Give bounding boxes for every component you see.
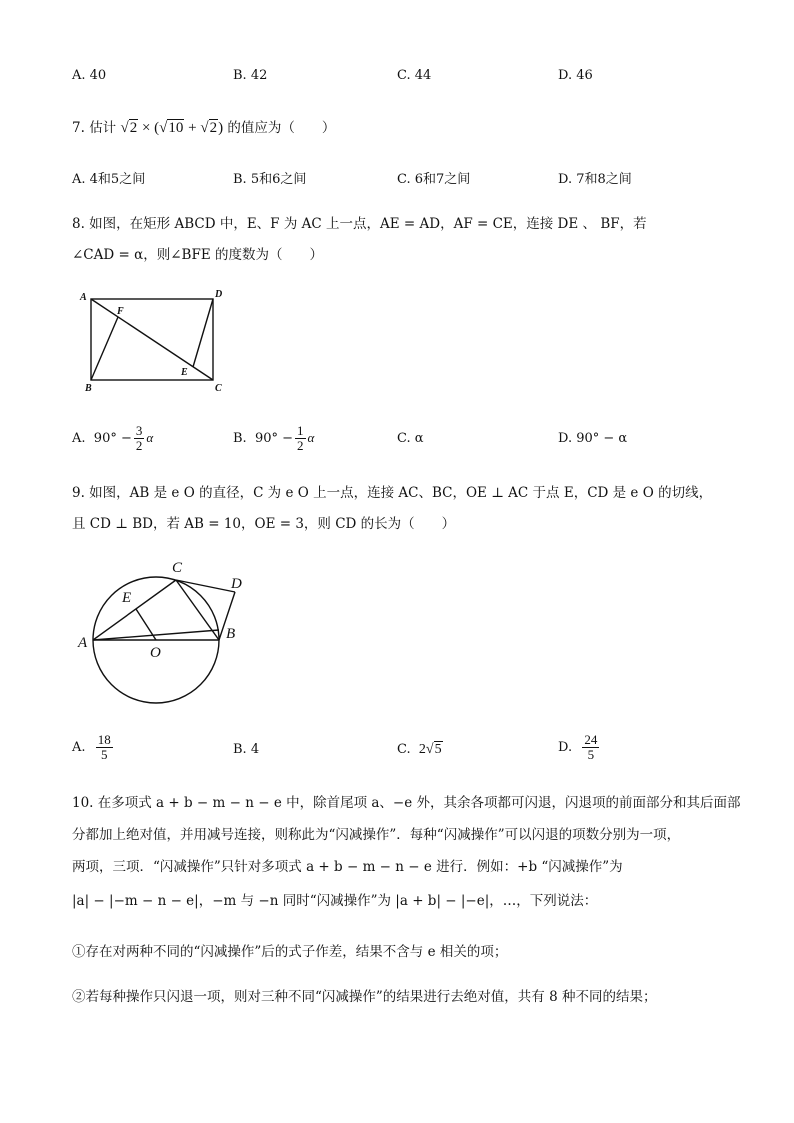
q8-option-c: C. α (397, 431, 424, 446)
q8-stem-line2: ∠CAD = α，则∠BFE 的度数为（ ） (72, 247, 323, 263)
q8-segment-de (193, 299, 213, 367)
q8-option-b-den: 2 (297, 438, 304, 453)
q9-option-a-num: 18 (97, 732, 111, 747)
q9-stem-line2: 且 CD ⊥ BD，若 AB = 10，OE = 3，则 CD 的长为（ ） (72, 516, 456, 532)
q8-option-a-fraction (134, 424, 145, 453)
q9-option-c-radicand: 5 (434, 742, 442, 757)
q8-option-b-label: B. (233, 431, 247, 446)
q7-option-d: D. 7和8之间 (558, 172, 632, 187)
q8-label-d: D (215, 289, 223, 300)
q6-option-b: B. 42 (233, 68, 268, 83)
q8-label-a: A (80, 292, 87, 303)
q7-number: 7. (72, 120, 85, 136)
q8-option-a (72, 424, 153, 453)
q8-option-d: D. 90° − α (558, 431, 628, 446)
q10-statement-2: ②若每种操作只闪退一项，则对三种不同“闪减操作”的结果进行去绝对值，共有 8 种不同的结果； (72, 989, 657, 1005)
q9-option-d-num: 24 (584, 732, 598, 747)
q9-option-d-fraction (582, 733, 599, 762)
q9-option-c: C. 2√5 (397, 742, 442, 757)
q8-label-c: C (215, 383, 222, 394)
q8-stem-line1: 8. 如图，在矩形 ABCD 中，E、F 为 AC 上一点，AE = AD，AF = CE，连接 DE 、 BF，若 (72, 216, 647, 232)
q9-option-c-coef: 2 (418, 742, 426, 757)
q9-label-a: A (78, 635, 88, 651)
q6-option-d: D. 46 (558, 68, 593, 83)
q9-option-b: B. 4 (233, 742, 260, 757)
q9-label-b: B (226, 626, 236, 642)
q8-option-b-fraction (295, 424, 306, 453)
q10-stem-line3: 两项，三项．“闪减操作”只针对多项式 a + b − m − n − e 进行．例如：+b “闪减操作”为 (72, 859, 623, 875)
q7-option-a: A. 4和5之间 (72, 172, 146, 187)
q8-option-a-den: 2 (135, 438, 143, 453)
q7-post: 的值应为（ ） (227, 120, 336, 136)
q9-label-d: D (231, 576, 242, 592)
q8-label-f: F (117, 306, 124, 317)
q8-option-b-pre: 90° − (254, 431, 294, 446)
q9-tangent-cd (176, 580, 235, 592)
q9-option-a-label: A. (72, 740, 86, 755)
q8-segment-bf (91, 317, 118, 380)
q6-option-a: A. 40 (72, 68, 107, 83)
q8-option-a-pre: 90° − (93, 431, 132, 446)
q9-label-c: C (172, 560, 183, 576)
q8-option-b (233, 424, 314, 453)
q9-label-o: O (150, 645, 161, 661)
q7-option-c: C. 6和7之间 (397, 172, 471, 187)
q9-stem-line1: 9. 如图，AB 是 e O 的直径，C 为 e O 上一点，连接 AC、BC，OE ⊥ AC 于点 E，CD 是 e O 的切线， (72, 485, 713, 501)
q8-option-a-label: A. (72, 431, 86, 446)
q10-stem-line4: |a| − |−m − n − e|，−m 与 −n 同时“闪减操作”为 |a + b| − |−e|，…，下列说法： (72, 893, 598, 909)
q7-stem (72, 116, 335, 137)
q10-stem-line2: 分都加上绝对值，并用减号连接，则称此为“闪减操作”．每种“闪减操作”可以闪退的项数分别为一项， (72, 827, 681, 843)
q9-option-c-label: C. (397, 742, 411, 757)
q8-option-a-post: α (146, 430, 154, 445)
q6-option-c: C. 44 (397, 68, 432, 83)
q10-stem-line1: 10. 在多项式 a + b − m − n − e 中，除首尾项 a、−e 外，其余各项都可闪退，闪退项的前面部分和其后面部 (72, 795, 741, 811)
q9-option-d (558, 733, 601, 762)
q9-option-d-den: 5 (587, 747, 595, 762)
q9-label-e: E (122, 590, 132, 606)
q9-option-a-den: 5 (101, 747, 108, 762)
q9-option-a-fraction (96, 733, 113, 762)
q8-option-b-post: α (307, 430, 315, 445)
q9-segment-ab-chord (93, 630, 219, 640)
q10-statement-1: ①存在对两种不同的“闪减操作”后的式子作差，结果不含与 e 相关的项； (72, 944, 508, 960)
q8-label-e: E (181, 367, 188, 378)
q9-option-d-label: D. (558, 740, 573, 755)
q8-label-b: B (85, 383, 92, 394)
q9-option-a (72, 733, 115, 762)
q8-diagonal-ac (91, 299, 213, 380)
q7-option-b: B. 5和6之间 (233, 172, 307, 187)
q9-chord-ac (93, 580, 176, 640)
q7-expression: √2 × (√10 + √2) (120, 120, 224, 136)
q8-option-b-num: 1 (297, 423, 304, 438)
q9-circle-figure (72, 550, 257, 710)
q7-pre: 估计 (89, 120, 117, 136)
q8-option-a-num: 3 (135, 423, 143, 438)
q8-rectangle-figure (75, 285, 235, 395)
